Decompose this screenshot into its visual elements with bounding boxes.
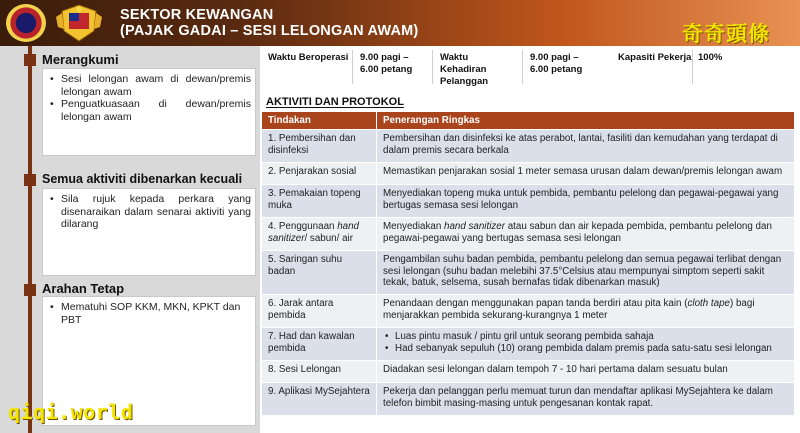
section-marker [24, 174, 36, 186]
list-item: • Mematuhi SOP KKM, MKN, KPKT dan PBT [49, 301, 251, 326]
divider [432, 50, 433, 84]
text-part: Penandaan dengan menggunakan papan tanda berdiri atau pita kain ( [383, 298, 688, 309]
column-header-action: Tindakan [262, 112, 377, 130]
section-title-merangkumi: Merangkumi [42, 52, 119, 67]
list-item: • Sila rujuk kepada perkara yang disenaraikan dalam senarai aktiviti yang dilarang [49, 193, 251, 231]
row-action: 3. Pemakaian topeng muka [262, 185, 377, 218]
text-part: ) bagi menjarakkan pembida sekurang-kurangnya 1 meter [383, 298, 755, 321]
table-row [262, 251, 795, 295]
waktu-beroperasi-label: Waktu Beroperasi [268, 52, 349, 63]
list-item: • Penguatkuasaan di dewan/premis lelongan awam [49, 98, 251, 123]
section-marker [24, 284, 36, 296]
title-line-2: (PAJAK GADAI – SESI LELONGAN AWAM) [120, 23, 419, 39]
text-part: atau sabun dan air kepada pembida, pembantu pelelong dan pegawai-pegawai yang bertugas semasa sesi lelongan [383, 221, 772, 244]
site-watermark: qiqi.world [8, 400, 134, 424]
table-row [262, 163, 795, 185]
page-title [120, 7, 418, 39]
table-header-row [262, 112, 795, 130]
section-marker [24, 54, 36, 66]
row-action: 2. Penjarakan sosial [262, 163, 377, 185]
text-part: 4. Penggunaan [268, 221, 338, 232]
table-row [262, 130, 795, 163]
list-item: • Had sebanyak sepuluh (10) orang pembida dalam premis pada satu-satu sesi lelongan [383, 343, 788, 355]
section-title-arahan: Arahan Tetap [42, 281, 125, 296]
text-part: / sabun/ air [304, 232, 353, 244]
row-action [262, 218, 377, 251]
section-box-merangkumi [42, 68, 256, 156]
activities-title: AKTIVITI DAN PROTOKOL [266, 96, 404, 108]
emphasis-text: cloth tape [687, 298, 730, 309]
row-action: 7. Had dan kawalan pembida [262, 328, 377, 361]
chinese-watermark: 奇奇頭條 [682, 22, 770, 46]
table-row [262, 383, 795, 416]
kapasiti-label: Kapasiti Pekerja [618, 52, 692, 63]
table-row [262, 218, 795, 251]
title-line-1: SEKTOR KEWANGAN [120, 7, 274, 23]
list-item: • Luas pintu masuk / pintu gril untuk seorang pembida sahaja [383, 331, 788, 343]
timeline-bar [28, 46, 32, 433]
emphasis-text: hand sanitizer [268, 221, 359, 244]
section-box-aktiviti [42, 188, 256, 276]
table-row [262, 328, 795, 361]
row-summary [377, 328, 795, 361]
coat-of-arms-logo [54, 3, 104, 43]
row-summary: Menyediakan topeng muka untuk pembida, pembantu pelelong dan pegawai-pegawai yang bertugas semasa sesi lelongan [377, 185, 795, 218]
row-action: 6. Jarak antara pembida [262, 295, 377, 328]
waktu-kehadiran-value: 9.00 pagi – 6.00 petang [530, 52, 583, 75]
text-part: Menyediakan [383, 221, 444, 232]
kapasiti-value: 100% [698, 52, 723, 63]
row-summary: Memastikan penjarakan sosial 1 meter semasa urusan dalam dewan/premis lelongan awam [377, 163, 795, 185]
protocol-table [261, 111, 795, 416]
row-action: 8. Sesi Lelongan [262, 361, 377, 383]
row-summary: Pembersihan dan disinfeksi ke atas perabot, lantai, fasiliti dan kemudahan yang terdapat di dalam premis secara berkala [377, 130, 795, 163]
list-item: • Sesi lelongan awam di dewan/premis lelongan awam [49, 73, 251, 98]
row-action: 5. Saringan suhu badan [262, 251, 377, 295]
section-title-aktiviti: Semua aktiviti dibenarkan kecuali [42, 172, 243, 186]
divider [352, 50, 353, 84]
row-summary [377, 295, 795, 328]
waktu-beroperasi-value: 9.00 pagi – 6.00 petang [360, 52, 413, 75]
row-action: 1. Pembersihan dan disinfeksi [262, 130, 377, 163]
table-row [262, 295, 795, 328]
table-row [262, 185, 795, 218]
row-action: 9. Aplikasi MySejahtera [262, 383, 377, 416]
row-summary: Pengambilan suhu badan pembida, pembantu pelelong dan semua pegawai terlibat dengan sesi lelongan (suhu badan melebihi 37.5°Celsius atau mempunyai simptom seperti sakit tekak, batuk, selsema, susah bernafas tidak dibenarkan masuk) [377, 251, 795, 295]
row-summary: Diadakan sesi lelongan dalam tempoh 7 - 10 hari pertama dalam sesuatu bulan [377, 361, 795, 383]
divider [522, 50, 523, 84]
row-summary [377, 218, 795, 251]
agency-logo [6, 4, 46, 42]
row-summary: Pekerja dan pelanggan perlu memuat turun dan mendaftar aplikasi MySejahtera ke dalam telefon bimbit masing-masing untuk pengesanan kontak rapat. [377, 383, 795, 416]
column-header-summary: Penerangan Ringkas [377, 112, 795, 130]
divider [692, 50, 693, 84]
table-row [262, 361, 795, 383]
emphasis-text: hand sanitizer [444, 221, 505, 232]
waktu-kehadiran-label: Waktu Kehadiran Pelanggan [440, 52, 489, 87]
header-banner [0, 0, 800, 46]
